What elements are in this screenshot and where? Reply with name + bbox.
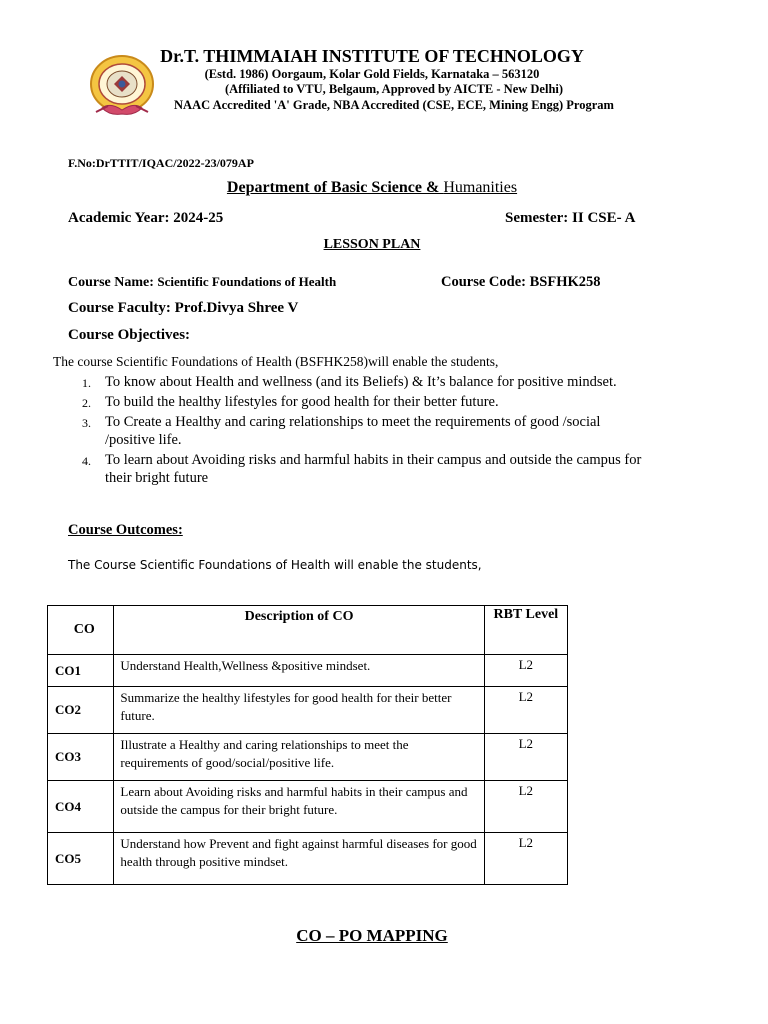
co-rbt: L2 <box>484 655 567 687</box>
table-row <box>48 734 568 781</box>
course-name <box>68 274 336 291</box>
list-item-text: To build the healthy lifestyles for good health for their better future. <box>105 394 499 410</box>
academic-year: Academic Year: 2024-25 <box>68 210 224 226</box>
course-name-label: Course Name: <box>68 275 158 290</box>
table-row <box>48 833 568 885</box>
co-description: Illustrate a Healthy and caring relationships to meet the requirements of good/social/positive life. <box>114 734 484 781</box>
list-item-number: 1. <box>82 376 91 390</box>
co-description: Understand Health,Wellness &positive mindset. <box>114 655 484 687</box>
list-item-text: To know about Health and wellness (and its Beliefs) & It’s balance for positive mindset. <box>105 374 617 390</box>
institute-affiliation: (Affiliated to VTU, Belgaum, Approved by AICTE - New Delhi) <box>224 82 564 96</box>
list-item-number: 3. <box>82 416 91 430</box>
table-row <box>48 687 568 734</box>
course-name-value: Scientific Foundations of Health <box>157 274 337 289</box>
objectives-intro: The course Scientific Foundations of Health (BSFHK258)will enable the students, <box>53 354 499 369</box>
lesson-plan-title: LESSON PLAN <box>323 237 421 252</box>
list-item-text: To Create a Healthy and caring relationships to meet the requirements of good /social /positive life. <box>105 414 601 448</box>
table-row <box>48 781 568 833</box>
department-title-part1: Department of Basic Science & <box>226 179 444 196</box>
co-rbt: L2 <box>484 734 567 781</box>
course-objectives-label: Course Objectives: <box>68 327 191 343</box>
file-number: F.No:DrTTIT/IQAC/2022-23/079AP <box>68 156 254 170</box>
co-id: CO2 <box>48 687 114 734</box>
list-item-number: 2. <box>82 396 91 410</box>
list-item <box>0 373 650 391</box>
co-table <box>47 605 568 885</box>
outcomes-intro: The Course Scientific Foundations of Health will enable the students, <box>68 558 482 572</box>
objectives-list <box>0 373 650 489</box>
list-item <box>0 451 650 487</box>
course-outcomes-label: Course Outcomes: <box>68 522 183 538</box>
co-rbt: L2 <box>484 833 567 885</box>
table-header-row <box>48 606 568 655</box>
header-co: CO <box>48 606 114 655</box>
table-row <box>48 655 568 687</box>
department-title <box>0 179 744 197</box>
co-rbt: L2 <box>484 687 567 734</box>
institute-address: (Estd. 1986) Oorgaum, Kolar Gold Fields, Karnataka – 563120 <box>204 67 540 81</box>
course-code: Course Code: BSFHK258 <box>441 274 601 290</box>
course-faculty: Course Faculty: Prof.Divya Shree V <box>68 300 299 316</box>
institute-name: Dr.T. THIMMAIAH INSTITUTE OF TECHNOLOGY <box>160 46 584 66</box>
list-item-number: 4. <box>82 454 91 468</box>
list-item <box>0 393 650 411</box>
co-id: CO5 <box>48 833 114 885</box>
semester: Semester: II CSE- A <box>505 210 636 226</box>
co-id: CO4 <box>48 781 114 833</box>
co-description: Learn about Avoiding risks and harmful habits in their campus and outside the campus for their bright future. <box>114 781 484 833</box>
co-description: Understand how Prevent and fight against harmful diseases for good health through positive mindset. <box>114 833 484 885</box>
header-description: Description of CO <box>114 606 484 655</box>
co-description: Summarize the healthy lifestyles for good health for their better future. <box>114 687 484 734</box>
header-rbt-level: RBT Level <box>484 606 567 655</box>
co-id: CO3 <box>48 734 114 781</box>
list-item <box>0 413 650 449</box>
co-po-mapping-title: CO – PO MAPPING <box>296 926 448 945</box>
co-id: CO1 <box>48 655 114 687</box>
co-rbt: L2 <box>484 781 567 833</box>
list-item-text: To learn about Avoiding risks and harmful habits in their campus and outside the campus for their bright future <box>105 452 642 486</box>
department-title-part2: Humanities <box>443 179 518 196</box>
institute-accreditation: NAAC Accredited 'A' Grade, NBA Accredited (CSE, ECE, Mining Engg) Program <box>174 98 614 112</box>
